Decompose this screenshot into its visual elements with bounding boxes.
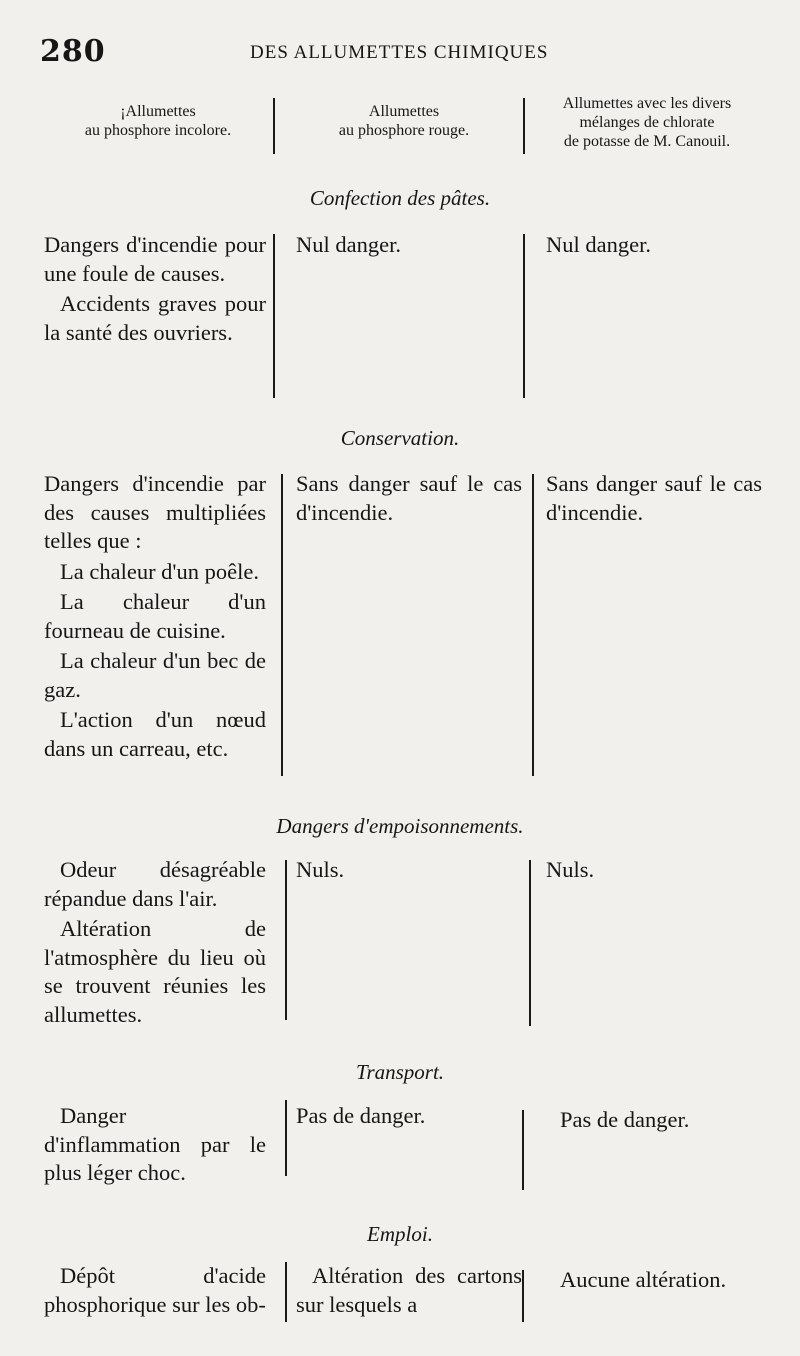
section-title-empoisonnements: Dangers d'empoisonnements. xyxy=(276,814,524,838)
divider-empoisonnements-2 xyxy=(529,860,531,1026)
divider-conservation-2 xyxy=(532,474,534,776)
divider-confection-1 xyxy=(273,234,275,398)
divider-transport-1 xyxy=(285,1100,287,1176)
cell-emploi-canouil: Aucune altération. xyxy=(560,1267,727,1292)
cell-empoisonnements-canouil: Nuls. xyxy=(546,857,595,882)
divider-transport-2 xyxy=(522,1110,524,1190)
divider-empoisonnements-1 xyxy=(285,860,287,1020)
cell-conservation-rouge: Sans danger sauf le cas d'incendie. xyxy=(296,471,522,525)
page-number: 280 xyxy=(40,34,106,69)
cell-confection-rouge: Nul danger. xyxy=(296,232,401,257)
cell-confection-canouil: Nul danger. xyxy=(546,232,651,257)
cell-transport-canouil: Pas de danger. xyxy=(560,1107,690,1132)
cell-emploi-incolore: Dépôt d'acide phosphorique sur les ob- xyxy=(44,1263,266,1317)
header-divider-2 xyxy=(523,98,525,154)
cell-confection-incolore: Dangers d'incendie pour une foule de causes. Accidents graves pour la santé des ouvriers. xyxy=(44,232,266,345)
column-header-phosphore-incolore: ¡Allumettes au phosphore incolore. xyxy=(84,103,232,139)
running-title: DES ALLUMETTES CHIMIQUES xyxy=(250,42,549,63)
divider-emploi-2 xyxy=(522,1270,524,1322)
cell-empoisonnements-rouge: Nuls. xyxy=(296,857,345,882)
cell-emploi-rouge: Altération des cartons sur lesquels a xyxy=(296,1263,522,1317)
column-header-phosphore-rouge: Allumettes au phosphore rouge. xyxy=(338,103,470,139)
running-head xyxy=(40,34,760,74)
divider-confection-2 xyxy=(523,234,525,398)
section-title-confection: Confection des pâtes. xyxy=(309,186,491,210)
section-title-emploi: Emploi. xyxy=(367,1222,433,1246)
cell-transport-incolore: Danger d'inflammation par le plus léger choc. xyxy=(44,1103,266,1185)
divider-conservation-1 xyxy=(281,474,283,776)
section-title-conservation: Conservation. xyxy=(340,426,460,450)
cell-transport-rouge: Pas de danger. xyxy=(296,1103,426,1128)
divider-emploi-1 xyxy=(285,1262,287,1322)
cell-empoisonnements-incolore: Odeur désagréable répandue dans l'air. Altération de l'atmosphère du lieu où se trouvent réunies les allumettes. xyxy=(44,857,266,1027)
header-divider-1 xyxy=(273,98,275,154)
cell-conservation-incolore: Dangers d'incendie par des causes multipliées telles que : La chaleur d'un poêle. La chaleur d'un fourneau de cuisine. La chaleur d'un bec de gaz. L'action d'un nœud dans un carreau, etc. xyxy=(44,471,266,761)
column-headers xyxy=(40,94,760,164)
column-header-chlorate-canouil: Allumettes avec les divers mélanges de chlorate de potasse de M. Canouil. xyxy=(562,95,732,150)
section-title-transport: Transport. xyxy=(355,1060,445,1084)
cell-conservation-canouil: Sans danger sauf le cas d'incendie. xyxy=(546,471,762,525)
